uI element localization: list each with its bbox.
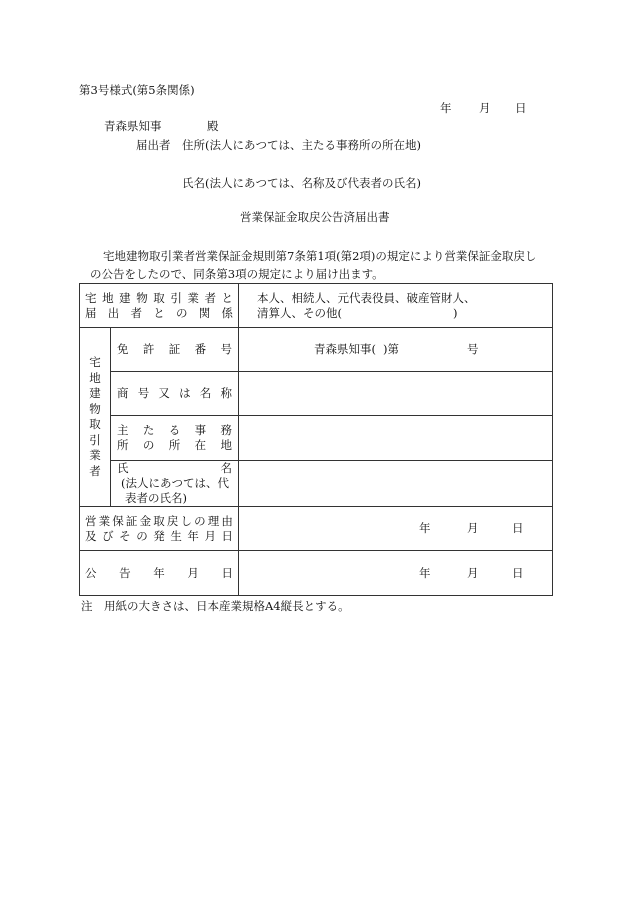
date-day: 日 [515, 101, 527, 115]
reason-year: 年 [419, 521, 431, 535]
license-number-label: 免 許 証 番 号 [111, 328, 239, 372]
relation-label-line1: 宅 地 建 物 取 引 業 者 と [85, 290, 233, 305]
notifier-label: 届出者 [136, 138, 171, 152]
addressee-governor: 青森県知事 [104, 119, 162, 133]
paper-size-note: 注 用紙の大きさは、日本産業規格A4縦長とする。 [81, 599, 350, 613]
notification-table [79, 283, 553, 596]
notice-date-label: 公 告 年 月 日 [80, 551, 239, 596]
reason-date-field[interactable] [239, 507, 553, 551]
relation-value-cell[interactable] [239, 284, 553, 328]
notifier-address: 住所(法人にあつては、主たる事務所の所在地) [182, 138, 421, 152]
addressee-honorific: 殿 [207, 119, 219, 133]
name-field[interactable] [239, 461, 553, 507]
reason-month: 月 [467, 521, 479, 535]
form-number: 第3号様式(第5条関係) [79, 83, 195, 97]
relation-label-cell [80, 284, 239, 328]
name-label: 氏 名 (法人にあつては、代 表者の氏名) [111, 461, 239, 507]
body-text-line1: 宅地建物取引業者営業保証金規則第7条第1項(第2項)の規定により営業保証金取戻し [103, 249, 537, 263]
notice-date-field[interactable] [239, 551, 553, 596]
license-mid: )第 [383, 342, 399, 356]
relation-options-line1: 本人、相続人、元代表役員、破産管財人、 [257, 290, 476, 305]
notice-day: 日 [512, 565, 524, 580]
date-line [440, 101, 530, 115]
office-location-field[interactable] [239, 416, 553, 461]
license-suffix: 号 [467, 342, 479, 356]
date-year: 年 [440, 101, 452, 115]
license-prefix: 青森県知事( [314, 342, 376, 356]
notifier-name: 氏名(法人にあつては、名称及び代表者の氏名) [182, 176, 421, 190]
relation-options-close: ) [453, 305, 458, 320]
document-title: 営業保証金取戻公告済届出書 [240, 210, 390, 224]
reason-label-cell: 営 業 保 証 金 取 戻 し の 理 由 及 び そ の 発 生 年 月 日 [80, 507, 239, 551]
broker-group-label: 宅 地 建 物 取 引 業 者 [80, 328, 111, 507]
reason-day: 日 [512, 521, 524, 535]
name-note-line2: 表者の氏名) [125, 491, 187, 505]
relation-label-line2: 届 出 者 と の 関 係 [85, 305, 233, 320]
trade-name-label: 商 号 又 は 名 称 [111, 372, 239, 416]
body-text-line2: の公告をしたので、同条第3項の規定により届け出ます。 [90, 267, 384, 281]
notice-month: 月 [467, 565, 479, 580]
name-note-line1: (法人にあつては、代 [121, 476, 229, 490]
office-location-label: 主 た る 事 務 所 の 所 在 地 [111, 416, 239, 461]
date-month: 月 [479, 101, 491, 115]
notice-year: 年 [419, 565, 431, 580]
trade-name-field[interactable] [239, 372, 553, 416]
license-number-field[interactable] [239, 328, 553, 372]
relation-options-line2: 清算人、その他( [257, 305, 342, 320]
